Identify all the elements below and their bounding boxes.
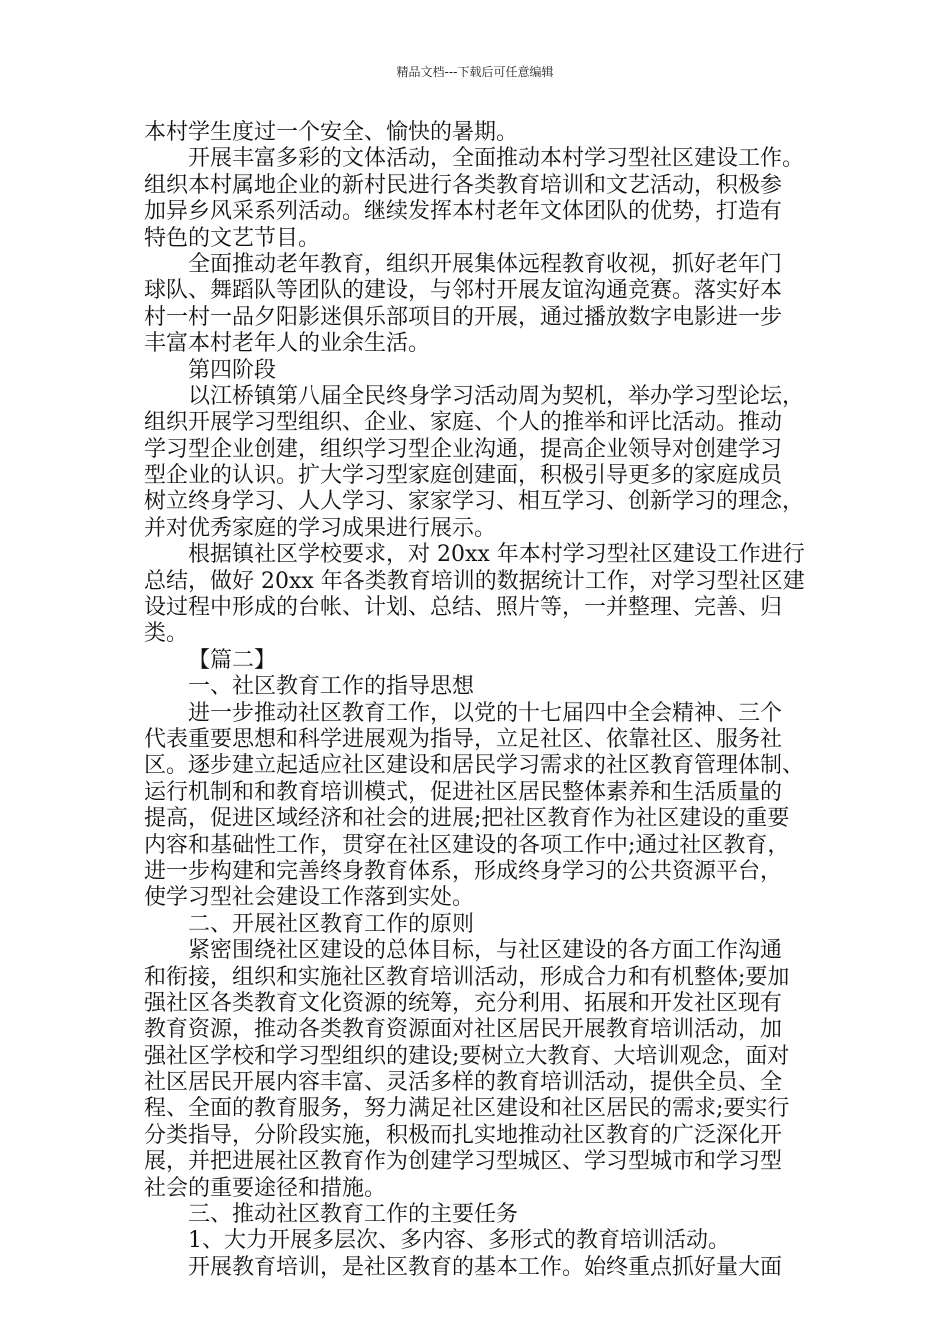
text-line: 强社区学校和学习型组织的建设;要树立大教育、大培训观念，面对: [144, 1043, 790, 1069]
text-line: 进一步推动社区教育工作，以党的十七届四中全会精神、三个: [188, 700, 783, 726]
text-line: 二、开展社区教育工作的原则: [188, 911, 475, 937]
text-line: 组织开展学习型组织、企业、家庭、个人的推举和评比活动。推动: [144, 410, 783, 436]
text-line: 区。逐步建立起适应社区建设和居民学习需求的社区教育管理体制、: [144, 753, 805, 779]
text-line: 组织本村属地企业的新村民进行各类教育培训和文艺活动，积极参: [144, 172, 783, 198]
text-line: 树立终身学习、人人学习、家家学习、相互学习、创新学习的理念，: [144, 489, 805, 515]
text-line: 程、全面的教育服务，努力满足社区建设和社区居民的需求;要实行: [144, 1096, 790, 1122]
text-line: 开展教育培训，是社区教育的基本工作。始终重点抓好量大面: [188, 1254, 783, 1280]
text-line: 内容和基础性工作，贯穿在社区建设的各项工作中;通过社区教育，: [144, 832, 790, 858]
text-line: 学习型企业创建，组织学习型企业沟通，提高企业领导对创建学习: [144, 436, 783, 462]
text-line: 第四阶段: [188, 357, 277, 383]
text-line: 教育资源，推动各类教育资源面对社区居民开展教育培训活动，加: [144, 1017, 783, 1043]
text-line: 开展丰富多彩的文体活动，全面推动本村学习型社区建设工作。: [188, 146, 805, 172]
text-line: 球队、舞蹈队等团队的建设，与邻村开展友谊沟通竞赛。落实好本: [144, 278, 783, 304]
text-line: 提高，促进区域经济和社会的进展;把社区教育作为社区建设的重要: [144, 806, 790, 832]
text-line: 特色的文艺节目。: [144, 225, 321, 251]
text-line: 运行机制和和教育培训模式，促进社区居民整体素养和生活质量的: [144, 779, 783, 805]
text-line: 一、社区教育工作的指导思想: [188, 674, 475, 700]
text-line: 三、推动社区教育工作的主要任务: [188, 1202, 519, 1228]
text-line: 进一步构建和完善终身教育体系，形成终身学习的公共资源平台，: [144, 858, 783, 884]
text-line: 村一村一品夕阳影迷俱乐部项目的开展，通过播放数字电影进一步: [144, 304, 783, 330]
document-body: [144, 120, 808, 1281]
text-line: 并对优秀家庭的学习成果进行展示。: [144, 515, 497, 541]
text-line: 社区居民开展内容丰富、灵活多样的教育培训活动，提供全员、全: [144, 1070, 783, 1096]
text-line: 加异乡风采系列活动。继续发挥本村老年文体团队的优势，打造有: [144, 199, 783, 225]
text-line: 分类指导，分阶段实施，积极而扎实地推动社区教育的广泛深化开: [144, 1122, 783, 1148]
text-line: 型企业的认识。扩大学习型家庭创建面，积极引导更多的家庭成员: [144, 463, 783, 489]
text-line: 使学习型社会建设工作落到实处。: [144, 885, 475, 911]
text-line: 展，并把进展社区教育作为创建学习型城区、学习型城市和学习型: [144, 1149, 783, 1175]
text-line: 设过程中形成的台帐、计划、总结、照片等，一并整理、完善、归: [144, 595, 783, 621]
text-line: 丰富本村老年人的业余生活。: [144, 331, 431, 357]
text-line: 社会的重要途径和措施。: [144, 1175, 387, 1201]
text-line: 本村学生度过一个安全、愉快的暑期。: [144, 120, 519, 145]
text-line: 根据镇社区学校要求，对 20xx 年本村学习型社区建设工作进行: [188, 542, 805, 568]
text-line: 和衔接，组织和实施社区教育培训活动，形成合力和有机整体;要加: [144, 964, 790, 990]
text-line: 紧密围绕社区建设的总体目标，与社区建设的各方面工作沟通: [188, 938, 783, 964]
page-header-watermark: 精品文档---下载后可任意编辑: [396, 65, 554, 79]
text-line: 1、大力开展多层次、多内容、多形式的教育培训活动。: [188, 1228, 730, 1254]
text-line: 以江桥镇第八届全民终身学习活动周为契机，举办学习型论坛，: [188, 383, 805, 409]
text-line: 强社区各类教育文化资源的统筹，充分利用、拓展和开发社区现有: [144, 990, 783, 1016]
text-line: 类。: [144, 621, 189, 647]
text-line: 代表重要思想和科学进展观为指导，立足社区、依靠社区、服务社: [144, 726, 783, 752]
text-line: 【篇二】: [188, 647, 277, 673]
text-line: 全面推动老年教育，组织开展集体远程教育收视，抓好老年门: [188, 251, 783, 277]
text-line: 总结，做好 20xx 年各类教育培训的数据统计工作，对学习型社区建: [144, 568, 805, 594]
